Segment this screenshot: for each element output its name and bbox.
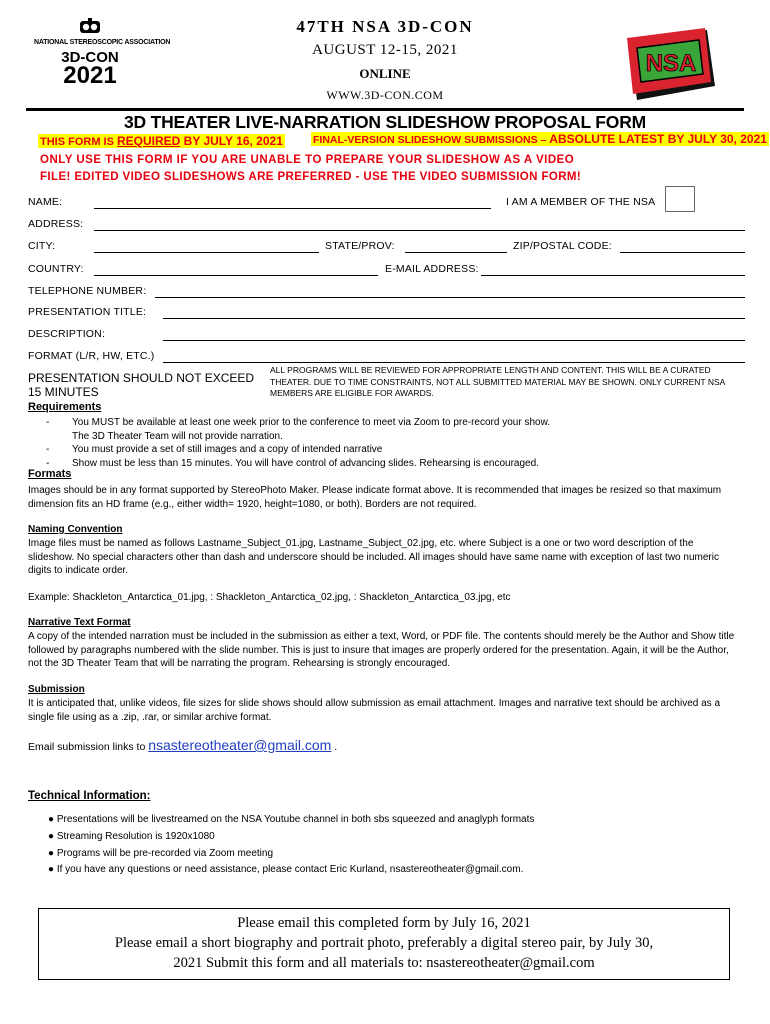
footer-line-1: Please email this completed form by July 16, 2021 bbox=[237, 915, 531, 931]
footer-line-3: 2021 Submit this form and all materials to: nsastereotheater@gmail.com bbox=[173, 955, 595, 971]
nsa-3dcon-logo bbox=[34, 18, 171, 104]
deadline-required-word: REQUIRED bbox=[117, 134, 181, 148]
email-submission-prefix: Email submission links to bbox=[28, 741, 149, 753]
deadline-final-suffix: BY JULY 30, 2021 bbox=[664, 132, 767, 146]
country-field[interactable] bbox=[94, 275, 378, 276]
requirement-item bbox=[46, 430, 746, 444]
nsa-logo-text: NSA bbox=[645, 50, 697, 77]
technical-heading: Technical Information: bbox=[28, 790, 151, 802]
nsa-logo bbox=[623, 26, 719, 106]
event-title bbox=[200, 17, 570, 37]
presentation-title-field[interactable] bbox=[163, 318, 745, 319]
technical-item bbox=[48, 812, 534, 829]
email-label: E-MAIL ADDRESS: bbox=[385, 263, 479, 275]
limit-notice bbox=[28, 371, 254, 399]
event-website[interactable]: WWW.3D-CON.COM bbox=[326, 88, 444, 102]
logo-org-name: NATIONAL STEREOSCOPIC ASSOCIATION bbox=[34, 39, 171, 46]
formats-heading: Formats bbox=[28, 468, 72, 480]
submission-text: It is anticipated that, unlike videos, file sizes for slide shows should allow submission as email attachment. Images and narrative text should be archived as a single file using as a .zip, .rar, or similar archive format. bbox=[28, 698, 721, 723]
notice-line-2: FILE! EDITED VIDEO SLIDESHOWS ARE PREFERRED - USE THE VIDEO SUBMISSION FORM! bbox=[40, 171, 582, 183]
format-label: FORMAT (L/R, HW, ETC.) bbox=[28, 350, 155, 362]
requirement-item bbox=[46, 416, 746, 430]
notice-line-1: ONLY USE THIS FORM IF YOU ARE UNABLE TO PREPARE YOUR SLIDESHOW AS A VIDEO bbox=[40, 154, 575, 166]
event-dates: AUGUST 12-15, 2021 bbox=[312, 42, 458, 58]
zip-label: ZIP/POSTAL CODE: bbox=[513, 240, 612, 252]
deadline-final-latest: ABSOLUTE LATEST bbox=[549, 132, 665, 146]
city-field[interactable] bbox=[94, 252, 319, 253]
deadline-required bbox=[38, 134, 285, 148]
bullet-icon: ● bbox=[48, 864, 57, 876]
naming-text: Image files must be named as follows Lastname_Subject_01.jpg, Lastname_Subject_02.jpg, etc. where Subject is a one or two word description of the slideshow. No special characters other than dash and underscore should be included. All images should have same name with exception of last two numeric digits to indicate order. bbox=[28, 538, 719, 576]
technical-item bbox=[48, 846, 534, 863]
header bbox=[0, 0, 770, 110]
deadline-prefix: THIS FORM IS bbox=[40, 136, 117, 148]
description-field[interactable] bbox=[163, 340, 745, 341]
technical-item bbox=[48, 829, 534, 846]
nsa-logo-graphic bbox=[623, 26, 719, 106]
requirement-text: The 3D Theater Team will not provide narration. bbox=[72, 430, 283, 442]
requirements-list bbox=[46, 416, 746, 470]
technical-text: Streaming Resolution is 1920x1080 bbox=[56, 830, 215, 842]
event-title-text: 47TH NSA 3D-CON bbox=[296, 17, 474, 36]
naming-example: Example: Shackleton_Antarctica_01.jpg, : Shackleton_Antarctica_02.jpg, : Shackleton_Antarctica_03.jpg, etc bbox=[28, 592, 511, 603]
submission-email-link[interactable]: nsastereotheater@gmail.com bbox=[148, 737, 332, 753]
name-field[interactable] bbox=[94, 208, 491, 209]
requirements-heading: Requirements bbox=[28, 401, 102, 413]
address-field[interactable] bbox=[94, 230, 745, 231]
requirement-item bbox=[46, 457, 746, 471]
member-label: I AM A MEMBER OF THE NSA bbox=[506, 196, 656, 208]
deadline-final bbox=[311, 132, 769, 146]
description-label: DESCRIPTION: bbox=[28, 328, 106, 340]
formats-text: Images should be in any format supported by StereoPhoto Maker. Please indicate format above. It is recommended that images be resized so that maximum dimension fits an HD frame (e.g., either width= 1920, height=1080, or both). Borders are not required. bbox=[28, 485, 722, 510]
requirement-text: Show must be less than 15 minutes. You will have control of advancing slides. Rehearsing is encouraged. bbox=[72, 457, 539, 469]
member-checkbox[interactable] bbox=[665, 186, 695, 212]
email-field[interactable] bbox=[481, 275, 745, 276]
dash-icon: - bbox=[46, 417, 50, 428]
dash-icon bbox=[46, 430, 72, 444]
technical-list bbox=[48, 812, 534, 879]
viewer-icon bbox=[78, 18, 102, 36]
limit-line-2: 15 MINUTES bbox=[28, 385, 99, 399]
address-label: ADDRESS: bbox=[28, 218, 84, 230]
review-note: ALL PROGRAMS WILL BE REVIEWED FOR APPROPRIATE LENGTH AND CONTENT. THIS WILL BE A CURATED THEATER. DUE TO TIME CONSTRAINTS, NOT ALL SUBMITTED MATERIAL MAY BE SHOWN. ONLY CURRENT NSA MEMBERS ARE ELIGIBLE FOR AWARDS. bbox=[270, 365, 725, 398]
bullet-icon: ● bbox=[48, 847, 57, 859]
technical-text: Programs will be pre-recorded via Zoom meeting bbox=[56, 847, 274, 859]
technical-text: Presentations will be livestreamed on the NSA Youtube channel in both sbs squeezed and anaglyph formats bbox=[56, 814, 535, 825]
narrative-heading: Narrative Text Format bbox=[28, 617, 131, 628]
zip-field[interactable] bbox=[620, 252, 745, 253]
footer-line-2: Please email a short biography and portrait photo, preferably a digital stereo pair, by July 30, bbox=[114, 935, 654, 951]
deadline-suffix: BY JULY 16, 2021 bbox=[180, 134, 283, 148]
email-submission-line bbox=[28, 737, 337, 755]
city-label: CITY: bbox=[28, 240, 56, 252]
presentation-title-label: PRESENTATION TITLE: bbox=[28, 306, 147, 318]
country-label: COUNTRY: bbox=[28, 263, 84, 275]
logo-event: 3D-CON bbox=[61, 49, 119, 66]
requirement-item bbox=[46, 443, 746, 457]
format-field[interactable] bbox=[163, 362, 745, 363]
header-divider bbox=[26, 108, 744, 111]
dash-icon: - bbox=[46, 457, 50, 469]
narrative-text: A copy of the intended narration must be included in the submission as either a text, Word, or PDF file. The contents should merely be the Author and Show title followed by paragraphs numbered with the slide number. This is just to insure that images are properly ordered for the presentation. Again, it will be the Author, not the 3D Theater Team that will be narrating the program. Rehearsing is strongly encouraged. bbox=[28, 631, 735, 669]
name-label: NAME: bbox=[28, 196, 63, 208]
submission-heading: Submission bbox=[28, 684, 85, 695]
technical-item bbox=[48, 862, 534, 879]
state-label: STATE/PROV: bbox=[325, 240, 395, 252]
event-format: ONLINE bbox=[359, 66, 411, 81]
bullet-icon: ● bbox=[48, 830, 57, 842]
requirement-text: You must provide a set of still images and a copy of intended narrative bbox=[72, 444, 383, 455]
footer-box bbox=[38, 908, 730, 980]
bullet-icon: ● bbox=[48, 814, 57, 825]
email-submission-suffix: . bbox=[331, 741, 338, 753]
limit-line-1: PRESENTATION SHOULD NOT EXCEED bbox=[28, 371, 255, 385]
requirement-text: You MUST be available at least one week prior to the conference to meet via Zoom to pre-record your show. bbox=[72, 417, 551, 428]
naming-heading: Naming Convention bbox=[28, 524, 123, 535]
telephone-label: TELEPHONE NUMBER: bbox=[28, 285, 147, 297]
technical-text: If you have any questions or need assistance, please contact Eric Kurland, nsastereotheater@gmail.com. bbox=[56, 864, 524, 876]
logo-year: 2021 bbox=[63, 62, 117, 89]
state-field[interactable] bbox=[405, 252, 507, 253]
deadline-final-prefix: FINAL-VERSION SLIDESHOW SUBMISSIONS – bbox=[313, 134, 550, 146]
form-title: 3D THEATER LIVE-NARRATION SLIDESHOW PROPOSAL FORM bbox=[123, 112, 647, 132]
dash-icon: - bbox=[46, 444, 50, 455]
telephone-field[interactable] bbox=[155, 297, 745, 298]
